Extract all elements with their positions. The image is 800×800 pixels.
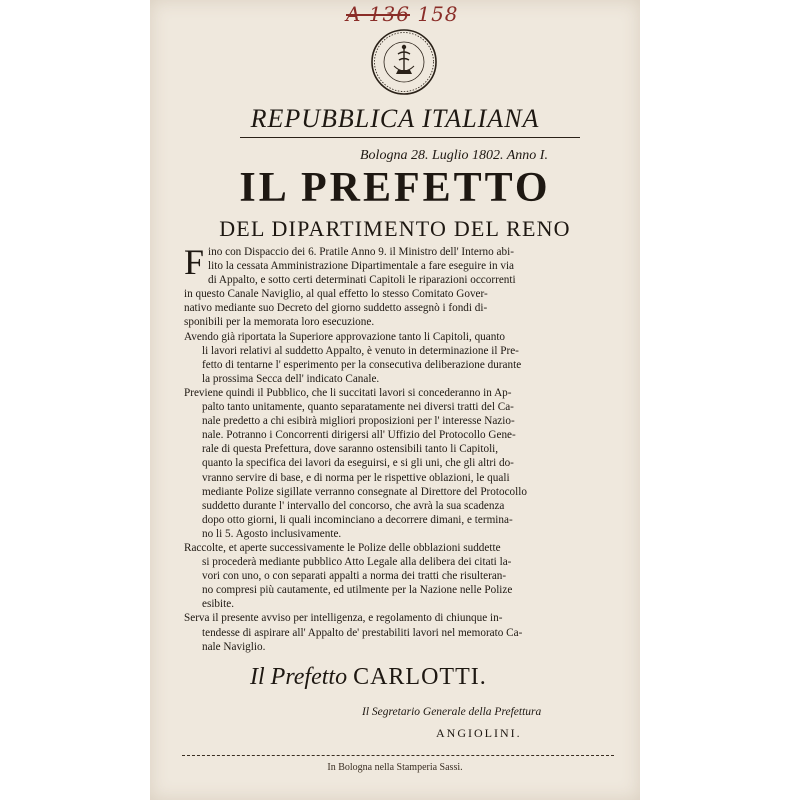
prefect-name: CARLOTTI. xyxy=(353,664,487,690)
text-line: la prossima Secca dell' indicato Canale. xyxy=(202,372,380,385)
decree-sheet xyxy=(150,0,640,800)
text-line: mediante Polize sigillate verranno consegnate al Direttore del Protocollo xyxy=(202,485,527,498)
printer-imprint: In Bologna nella Stamperia Sassi. xyxy=(327,762,463,773)
text-line: ino con Dispaccio dei 6. Pratile Anno 9. il Ministro dell' Interno abi- xyxy=(208,246,514,258)
paragraph-4 xyxy=(184,541,628,611)
text-line: si procederà mediante pubblico Atto Legale alla delibera dei citati la- xyxy=(202,556,512,569)
text-line: Raccolte, et aperte successivamente le Polize delle obblazioni suddette xyxy=(184,541,501,554)
text-line: tendesse di aspirare all' Appalto de' prestabiliti lavori nel memorato Ca- xyxy=(202,626,523,639)
signature-prefix: Il Prefetto xyxy=(250,664,348,690)
text-line: quanto la specifica dei lavori da eseguirsi, e si gli uni, che gli altri do- xyxy=(202,457,514,470)
text-line: nativo mediante suo Decreto del giorno suddetto assegnò i fondi di- xyxy=(184,302,488,315)
text-line: vori con uno, o con separati appalti a norma dei tratti che risulteran- xyxy=(202,570,507,583)
paragraph-1 xyxy=(184,242,628,330)
text-line: sponibili per la memorata loro esecuzione. xyxy=(184,316,375,329)
text-line: Avendo già riportata la Superiore approvazione tanto li Capitoli, quanto xyxy=(184,330,506,343)
decree-body xyxy=(184,242,628,654)
text-line: in questo Canale Naviglio, al qual effetto lo stesso Comitato Gover- xyxy=(184,288,488,301)
text-line: Serva il presente avviso per intelligenza, e regolamento di chiunque in- xyxy=(184,612,503,625)
paragraph-3 xyxy=(184,386,628,541)
text-line: fetto di tentarne l' esperimento per la consecutiva deliberazione durante xyxy=(202,358,522,371)
text-line: nale Naviglio. xyxy=(202,640,266,653)
paragraph-5 xyxy=(184,611,628,653)
text-line: Previene quindi il Pubblico, che li succitati lavori si concederanno in Ap- xyxy=(184,386,512,399)
text-line: no li 5. Agosto inclusivamente. xyxy=(202,527,342,540)
secretary-title: Il Segretario Generale della Prefettura xyxy=(362,706,542,718)
text-line: rale di questa Prefettura, dove saranno ostensibili tanto li Capitoli, xyxy=(202,443,499,456)
footer-rule xyxy=(182,755,614,756)
handwritten-annotation xyxy=(346,2,459,26)
text-line: nale. Potranno i Concorrenti dirigersi all' Uffizio del Protocollo Gene- xyxy=(202,429,516,442)
dateline: Bologna 28. Luglio 1802. Anno I. xyxy=(360,148,548,163)
drop-cap: F xyxy=(184,242,205,282)
decree-title: IL PREFETTO xyxy=(239,165,551,211)
text-line: esibite. xyxy=(202,598,235,611)
text-line: palto tanto unitamente, quanto separatamente nei diversi tratti del Ca- xyxy=(202,401,514,414)
republic-heading: REPUBBLICA ITALIANA xyxy=(250,104,540,133)
text-line: di Appalto, e sotto certi determinati Capitoli le riparazioni occorrenti xyxy=(208,274,516,287)
catalog-number: 158 xyxy=(417,2,459,26)
paragraph-2 xyxy=(184,330,628,386)
text-line: suddetto durante l' intervallo del concorso, che avrà la sua scadenza xyxy=(202,499,505,512)
heading-rule xyxy=(240,137,580,138)
republic-seal-icon xyxy=(370,28,438,96)
decree-subtitle: DEL DIPARTIMENTO DEL RENO xyxy=(219,216,571,241)
text-line: dopo otto giorni, li quali incominciano a decorrere dimani, e termina- xyxy=(202,513,513,526)
text-line: no compresi più cautamente, ed utilmente per la Nazione nelle Polize xyxy=(202,584,513,597)
text-line: li lavori relativi al suddetto Appalto, è venuto in determinazione il Pre- xyxy=(202,344,519,357)
secretary-name: ANGIOLINI. xyxy=(436,726,522,740)
text-line: vranno servire di base, e di norma per le rispettive oblazioni, le quali xyxy=(202,471,510,484)
text-line: nale predetto a chi esibirà migliori proposizioni per l' interesse Nazio- xyxy=(202,415,515,428)
text-line: lito la cessata Amministrazione Dipartimentale a fare eseguire in via xyxy=(208,260,515,273)
prefect-signature xyxy=(250,664,487,691)
crossed-catalog-number: A 136 xyxy=(346,2,410,26)
